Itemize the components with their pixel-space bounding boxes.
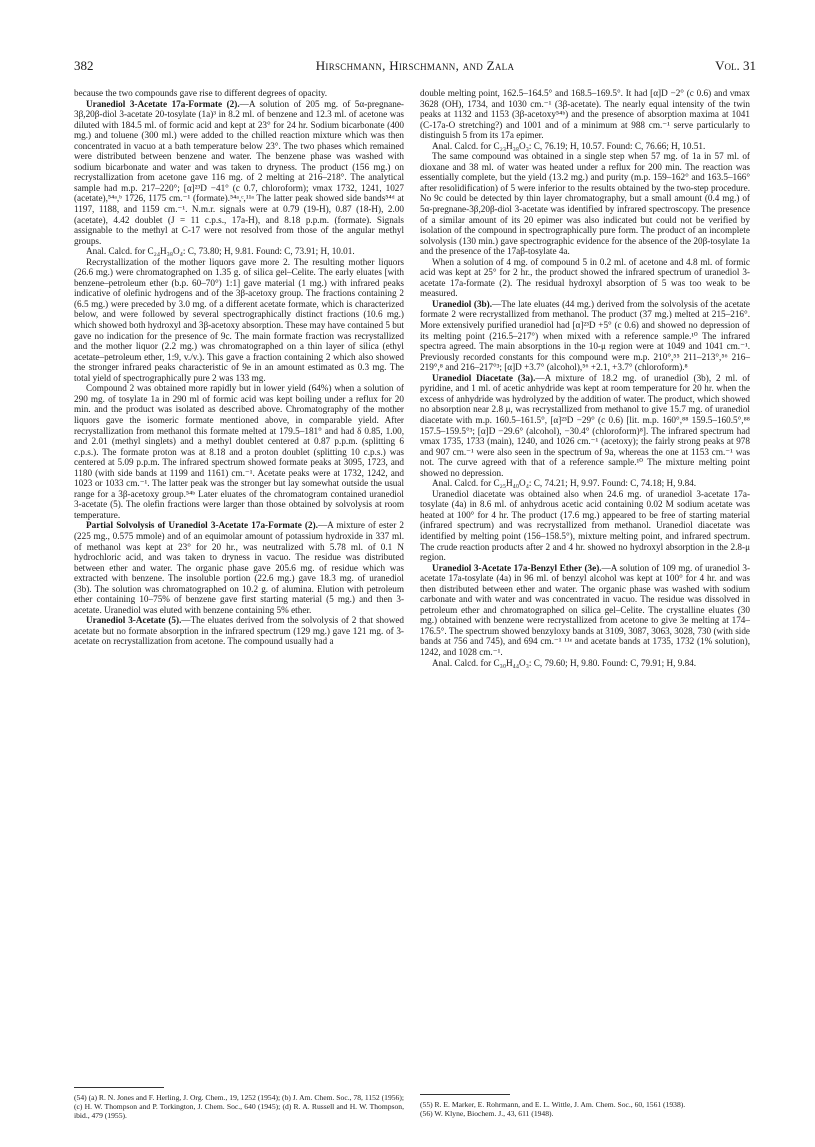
paragraph [420, 88, 750, 141]
paragraph-text: Anal. Calcd. for C₂₅H₄₀O₄: C, 74.21; H, 9.97. Found: C, 74.18; H, 9.84. [432, 478, 697, 489]
section-heading: Uranediol (3b). [432, 298, 493, 309]
paragraph-text: Compound 2 was obtained more rapidly but in lower yield (64%) when a solution of 290 mg. of tosylate 1a in 290 ml of formic acid was kept boiling under a reflux for 20 min. and the product was isolated as described above. Chromatography of the mother liquors gave the isomeric formate mentioned above, in comparable yield. After recrystallization from methanol this formate melted at 179.5–181° and had δ 0.85, 1.00, and 2.01 (methyl singlets) and a methyl doublet centered at 0.87 p.p.m. (splitting 6 c.p.s.). The formate proton was at 8.18 and a proton doublet (splitting 10 c.p.s.) was centered at 5.09 p.p.m. The infrared spectrum showed formate peaks at 3095, 1723, and 1180 (with side bands at 1199 and 1161) cm.⁻¹. Acetate peaks were at 1732, 1242, and 1023 or 1033 cm.⁻¹. The latter peak was the stronger but lay somewhat outside the usual range for a 3β-acetoxy group.⁵⁴ᵇ Later eluates of the chromatogram contained uranediol 3-acetate (5). The olefin fractions were larger than those obtained by solvolysis at room temperature. [74, 383, 404, 520]
paragraph-text: Uranediol diacetate was obtained also when 24.6 mg. of uranediol 3-acetate 17a-tosylate (4a) in 8.6 ml. of anhydrous acetic acid containing 0.02 M sodium acetate was heated at 100° for 4 hr. The product (17.6 mg.) appeared to be free of starting material (infrared spectrum) and was recrystallized from methanol. Uranediol diacetate was identified by melting point (156–158.5°), mixture melting point, and infrared spectrum. The crude reaction products after 2 and 4 hr. showed no hydroxyl absorption in the 2.8-μ region. [420, 488, 750, 563]
paragraph [74, 383, 404, 520]
section-heading: Uranediol 3-Acetate 17a-Benzyl Ether (3e). [432, 562, 602, 573]
paragraph [420, 151, 750, 256]
running-header [74, 58, 756, 78]
paragraph-text: —The eluates derived from the solvolysis of 2 that showed acetate but no formate absorption in the infrared spectrum (129 mg.) gave 121 mg. of 3-acetate on recrystallization from acetone. The compound usually had a [74, 615, 405, 647]
paragraph [420, 658, 750, 669]
paragraph [420, 141, 750, 152]
paragraph-text: —A solution of 205 mg. of 5α-pregnane-3β,20β-diol 3-acetate 20-tosylate (1a)³ in 8.2 ml. of benzene and 12.3 ml. of acetone was diluted with 184.5 ml. of formic acid and kept at 23° for 24 hr. Sodium bicarbonate (400 mg.) and toluene (300 ml.) were added to the chilled reaction mixture which was then concentrated in vacuo at a bath temperature below 23°. The two phases which remained were distributed between benzene and water. The benzene phase was washed with sodium bicarbonate and water and was taken to dryness. The product (156 mg.) on recrystallization from acetone gave 116 mg. of 2 melting at 216–218°. The analytical sample had m.p. 217–220°; [α]²³D −41° (c 0.7, chloroform); νmax 1732, 1241, 1027 (acetate),⁵⁴ᵃ,ᵇ 1726, 1175 cm.⁻¹ (formate).⁵⁴ᵃ,ᶜ,¹¹ᵃ The latter peak showed side bands⁵⁴ᵈ at 1197, 1188, and 1159 cm.⁻¹. N.m.r. signals were at 0.79 (19-H), 0.87 (18-H), 2.00 (acetate), 4.42 doublet (J = 11 c.p.s., 17a-H), and 8.18 p.p.m. (formate). Signals assignable to the methyl at C-17 were not resolved from those of the angular methyl groups. [74, 98, 404, 246]
paragraph [74, 246, 404, 257]
paragraph [420, 299, 750, 373]
paragraph [420, 478, 750, 489]
paragraph-text: —A mixture of 18.2 mg. of uranediol (3b), 2 ml. of pyridine, and 1 ml. of acetic anhydride was kept at room temperature for 20 hr. when the excess of anhydride was hydrolyzed by the addition of water. The product, which showed no absorption near 2.8 μ, was recrystallized from methanol to give 15.7 mg. of uranediol diacetate with m.p. 160.5–161.5°, [α]²³D −29° (c 0.6) [lit. m.p. 160°,⁸⁸ 159.5–160.5°,⁸⁸ 157.5–159.5°³; [α]D −29.6° (alcohol), −30.4° (chloroform)⁸]. The infrared spectrum had νmax 1735, 1733 (main), 1240, and 1026 cm.⁻¹ (acetoxy); the fairly strong peaks at 978 and 907 cm.⁻¹ were also seen in the spectrum of 9a, whereas the one at 1153 cm.⁻¹ was not. The curve agreed with that of a reference sample.¹⁰ The mixture melting point showed no depression. [420, 372, 750, 478]
paragraph-text: Recrystallization of the mother liquors gave more 2. The resulting mother liquors (26.6 mg.) were chromatographed on 1.35 g. of silica gel–Celite. The early eluates [with benzene–petroleum ether (b.p. 60–70°) 1:1] gave material (1 mg.) with infrared peaks indicative of olefinic hydrogens and of the 3β-acetoxy group. The fractions containing 2 (6.5 mg.) were preceded by 3.0 mg. of a different acetate formate, which is characterized below, and were followed by several spectrographically distinct fractions (10.6 mg.) which showed both hydroxyl and 3β-acetoxy absorption. These may have contained 5 but gave no indication for the presence of 9c. The main formate fraction was recrystallized and the mother liquor (2.2 mg.) was chromatographed on a thin layer of silica (ethyl acetate–petroleum ether, 1:9, v./v.). This gave a fraction containing 2 which also showed the stronger infrared peaks characteristic of 9e in an amount estimated as 0.3 mg. The total yield of spectrographically pure 2 was 133 mg. [74, 256, 404, 383]
footnotes-left [74, 1093, 404, 1121]
section-heading: Uranediol Diacetate (3a). [432, 372, 536, 383]
paragraph-text: Anal. Calcd. for C₂₃H₃₈O₃: C, 76.19; H, 10.57. Found: C, 76.66; H, 10.51. [432, 140, 706, 151]
paragraph [74, 99, 404, 247]
paragraph [420, 373, 750, 478]
footnote-rule [74, 1087, 164, 1088]
paragraph [420, 489, 750, 563]
paragraph-text: —The late eluates (44 mg.) derived from the solvolysis of the acetate formate 2 were recrystallized from methanol. The product (37 mg.) melted at 215–216°. More extensively purified uranediol had [α]²³D +5° (c 0.6) and showed no depression of its melting point (216.5–217°) when mixed with a reference sample.¹⁰ The infrared spectra agreed. The main absorptions in the 10-μ region were at 1049 and 1041 cm.⁻¹. Previously recorded constants for this compound were m.p. 210°,⁵⁵ 211–213°,⁵⁶ 216–219°,⁸ and 216–217°³; [α]D +3.7° (alcohol),⁵⁶ +2.1, +3.7° (chloroform).⁸ [420, 298, 750, 373]
paragraph-text: double melting point, 162.5–164.5° and 168.5–169.5°. It had [α]D −2° (c 0.6) and νmax 3628 (OH), 1734, and 1030 cm.⁻¹ (3β-acetate). The nearly equal intensity of the twin peaks at 1132 and 1153 (3β-acetoxy⁵⁴ᵇ) and the presence of absorption maxima at 1041 (C-17a-O stretching?) and 1001 and of a minimum at 988 cm.⁻¹ serve particularly to distinguish 5 from its 17a epimer. [420, 88, 750, 141]
footnote: (56) W. Klyne, Biochem. J., 43, 611 (1948). [420, 1109, 554, 1119]
footnote-rule [420, 1094, 510, 1095]
running-title: Hirschmann, Hirschmann, and Zala [315, 58, 515, 73]
paragraph-text: —A mixture of ester 2 (225 mg., 0.575 mmole) and of an equimolar amount of potassium hydroxide in 337 ml. of methanol was kept at 23° for 20 hr., was neutralized with 5.78 ml. of 0.1 N hydrochloric acid, and was taken to dryness in vacuo. The residue was distributed between ether and water. The organic phase gave 205.6 mg. of residue which was extracted with benzene. The insoluble portion (22.6 mg.) gave 18.3 mg. of uranediol (3b). The solution was chromatographed on 10.2 g. of alumina. Elution with petroleum ether containing 10–75% of benzene gave first starting material (5 mg.) and then 3-acetate. Uranediol was eluted with benzene containing 5% ether. [74, 520, 405, 615]
paragraph-text: Anal. Calcd. for C₂₄H₃₈O₄: C, 73.80; H, 9.81. Found: C, 73.91; H, 10.01. [86, 246, 355, 257]
footnote: (54) (a) R. N. Jones and F. Herling, J. Org. Chem., 19, 1252 (1954); (b) J. Am. Chem. Soc., 78, 1152 (1956); (c) H. W. Thompson and P. Torkington, J. Chem. Soc., 640 (1945); (d) R. A. Russell and H. W. Thompson, ibid., 479 (1955). [74, 1093, 404, 1121]
section-heading: Partial Solvolysis of Uranediol 3-Acetate 17a-Formate (2). [86, 520, 318, 531]
paragraph [420, 563, 750, 658]
volume-label: Vol. 31 [715, 58, 756, 73]
paragraph [420, 257, 750, 299]
section-heading: Uranediol 3-Acetate (5). [86, 615, 182, 626]
footnote: (55) R. E. Marker, E. Rohrmann, and E. L. Wittle, J. Am. Chem. Soc., 60, 1561 (1938). [420, 1100, 686, 1109]
paragraph [74, 615, 404, 647]
paragraph-text: because the two compounds gave rise to different degrees of opacity. [74, 88, 328, 98]
paragraph-text: —A solution of 109 mg. of uranediol 3-acetate 17a-tosylate (4a) in 96 ml. of benzyl alcohol was kept at 100° for 4 hr. and was then distributed between ether and water. The organic phase was washed with sodium carbonate and with water and was concentrated in vacuo. The residue was dissolved in petroleum ether and chromatographed on silica gel–Celite. The crystalline eluates (30 mg.) obtained with benzene were recrystallized from acetone to give 3e melting at 174–176.5°. The spectrum showed benzyloxy bands at 3109, 3087, 3063, 3028, 730 (with side bands at 756 and 745), and 694 cm.⁻¹ ¹¹ᵉ and acetate bands at 1735, 1732 (1% solution), 1242, and 1028 cm.⁻¹. [420, 562, 750, 657]
paragraph [74, 88, 404, 99]
paragraph [74, 520, 404, 615]
footnotes-right [420, 1100, 750, 1118]
paragraph-text: Anal. Calcd. for C₃₀H₄₄O₃: C, 79.60; H, 9.80. Found: C, 79.91; H, 9.84. [432, 657, 697, 668]
right-column [420, 88, 750, 668]
paragraph-text: When a solution of 4 mg. of compound 5 in 0.2 ml. of acetone and 4.8 ml. of formic acid was kept at 25° for 2 hr., the product showed the infrared spectrum of uranediol 3-acetate 17a-formate (2). The residual hydroxyl absorption of 5 was too weak to be measured. [420, 256, 750, 299]
paragraph-text: The same compound was obtained in a single step when 57 mg. of 1a in 57 ml. of dioxane and 38 ml. of water was heated under a reflux for 200 min. The reaction was essentially complete, but the yield (13.2 mg.) and purity (m.p. 159–162° and 163.5–166° after resolidification) of 5 were inferior to the results obtained by the two-step procedure. No 9c could be detected by thin layer chromatography, but a small amount (0.4 mg.) of 5α-pregnane-3β,20β-diol 3-acetate was identified by infrared spectroscopy. The presence of a similar amount of its 20 epimer was also indicated but could not be verified by isolation of the compound in spectrographically pure form. The product of an incomplete solvolysis (130 min.) gave spectrographic evidence for the absence of the 20β-tosylate 1a and the presence of the 17aβ-tosylate 4a. [420, 151, 750, 257]
paragraph [74, 257, 404, 384]
left-column [74, 88, 404, 647]
page-number: 382 [74, 58, 94, 73]
section-heading: Uranediol 3-Acetate 17a-Formate (2). [86, 98, 240, 109]
